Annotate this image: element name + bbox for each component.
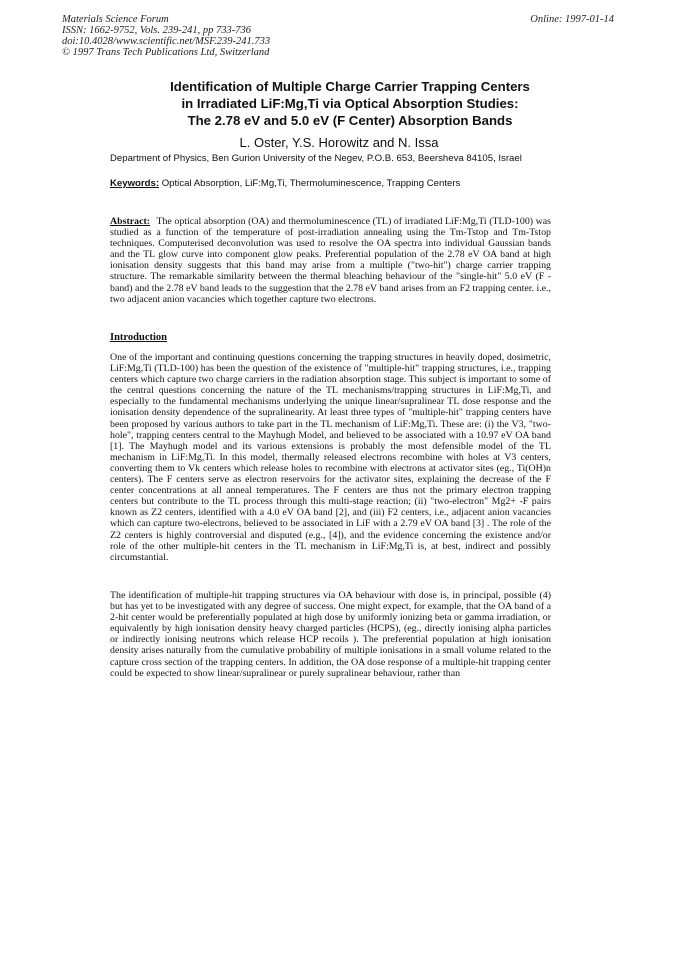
title-line-1: Identification of Multiple Charge Carrier Trapping Centers — [170, 79, 530, 94]
title-line-3: The 2.78 eV and 5.0 eV (F Center) Absorption Bands — [187, 113, 513, 128]
abstract-text: The optical absorption (OA) and thermoluminescence (TL) of irradiated LiF:Mg,Ti (TLD-100) was studied as a function of the temperature of post-irradiation annealing using the Tm-Tstop and Tm-Tstop techniques. Computerised deconvolution was used to resolve the OA spectra into individual Gaussian bands and the TL glow curve into component glow peaks. Preferential population of the 2.78 eV OA band at high ionisation density suggests that this band may arise from a multiple ("two-hit") charge carrier trapping structure. The remarkable similarity between the thermal bleaching behaviour of the "single-hit" 5.0 eV (F -band) and the 2.78 eV band leads to the suggestion that the 2.78 eV band arises from an F2 trapping center. i.e., two adjacent anion vacancies which together capture two electrons. — [110, 216, 552, 305]
keywords — [110, 178, 460, 189]
keywords-label: Keywords: — [110, 178, 160, 189]
affiliation: Department of Physics, Ben Gurion University of the Negev, P.O.B. 653, Beersheva 84105, Israel — [110, 153, 522, 164]
authors: L. Oster, Y.S. Horowitz and N. Issa — [239, 135, 439, 150]
journal-copyright: © 1997 Trans Tech Publications Ltd, Switzerland — [62, 47, 270, 58]
keywords-text: Optical Absorption, LiF:Mg,Ti, Thermoluminescence, Trapping Centers — [161, 178, 461, 189]
paper-title — [90, 78, 610, 129]
introduction-heading: Introduction — [110, 332, 167, 343]
title-line-2: in Irradiated LiF:Mg,Ti via Optical Absorption Studies: — [181, 96, 519, 111]
journal-issn: ISSN: 1662-9752, Vols. 239-241, pp 733-736 — [62, 25, 251, 36]
abstract-label: Abstract: — [110, 216, 151, 227]
journal-header — [62, 14, 270, 58]
introduction-paragraph-1: One of the important and continuing questions concerning the trapping structures in heavily doped, dosimetric, LiF:Mg,Ti (TLD-100) has been the question of the existence of "multiple-hit" trapping structures, i.e., trapping centers which capture two charge carriers in the radiation absorption stage. This subject is important to some of the central questions concerning the nature of the TL mechanisms/trapping structures in LiF:Mg,Ti, and especially to the fundamental mechanisms underlying the unique linear/supralinear TL dose response and the ionisation density dependence of the supralinearity. At least three types of "multiple-hit" trapping centers have been proposed by various authors to take part in the TL mechanism of LiF:Mg,Ti. These are: (i) the V3, "two-hole", trapping centers central to the Mayhugh Model, and believed to be associated with a 10.97 eV OA band [1]. The Mayhugh model and its various extensions is probably the most defensible model of the TL mechanism in LiF:Mg,Ti. In this model, thermally released electrons recombine with holes at V3 centers, converting them to Vk centers which release holes to recombine with electrons at activator sites (eg., Ti(OH)n centers). The F centers serve as electron reservoirs for the activator sites, explaining the decrease of the F center concentrations at all anneal temperatures. The F centers are thus not the primary electron trapping centers but contribute to the TL process through this multi-stage reaction; (ii) "two-electron" Mg2+ -F pairs known as Z2 centers, identified with a 4.0 eV OA band [2], and (iii) F2 centers, i.e., adjacent anion vacancies which can capture two-electrons, believed to be associated in LiF with a 2.79 eV OA band [3] . The role of the Z2 centers is highly controversial and disputed (e.g., [4]), and the evidence concerning the existence and/or role of the other multiple-hit centers in the TL mechanism in LiF:Mg,Ti is, at best, indirect and possibly circumstantial. — [110, 352, 551, 563]
journal-name: Materials Science Forum — [62, 14, 169, 25]
introduction-paragraph-2: The identification of multiple-hit trapping structures via OA behaviour with dose is, in principal, possible (4) but has yet to be investigated with any degree of success. One might expect, for example, that the OA band of a 2-hit center would be preferentially populated at high dose by uniformly ionizing beta or gamma irradiation, or equivalently by high ionisation density heavy charged particles (HCPS), (eg., directly ionising alpha particles or indirectly ionising neutrons which release HCP recoils ). The preferential population at high ionisation density arises naturally from the cumulative probability of multiple ionisations in a small volume related to the capture cross section of the trapping centers. In addition, the OA dose response of a multiple-hit trapping center could be expected to show linear/supralinear or purely supralinear behaviour, rather than — [110, 590, 551, 679]
journal-doi[interactable]: doi:10.4028/www.scientific.net/MSF.239-241.733 — [62, 36, 271, 47]
online-date: Online: 1997-01-14 — [530, 14, 614, 25]
abstract — [110, 216, 551, 305]
